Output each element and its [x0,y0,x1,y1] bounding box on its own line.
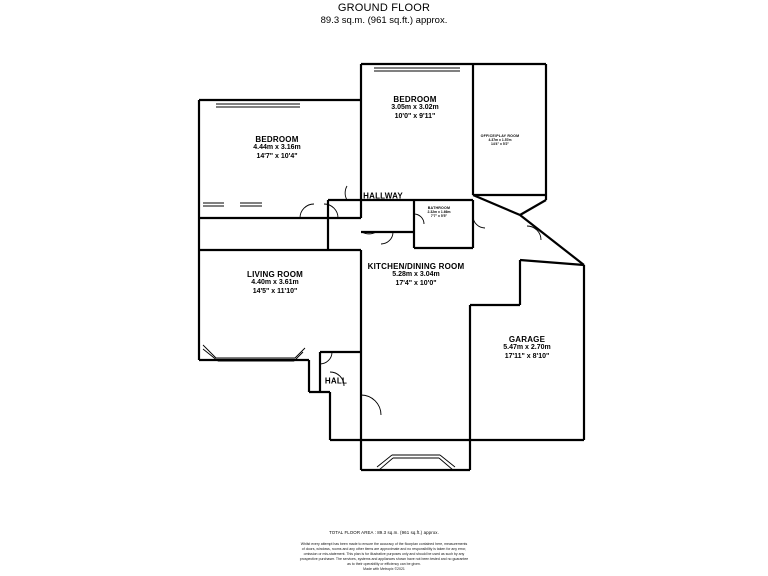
room-dimensions-imperial: 14'7" x 10'4" [256,152,298,160]
room-dimensions-metric: 2.32m x 1.66m [427,210,451,215]
disclaimer-line: as to their operability or efficiency can be given. [347,562,421,567]
room-label-hallway [0,191,767,200]
room-name: LIVING ROOM [247,270,303,280]
room-dimensions-metric: 5.28m x 3.04m [392,271,440,279]
disclaimer-line: Whilst every attempt has been made to ensure the accuracy of the floorplan contained here, measurements [300,542,468,546]
room-dimensions-metric: 4.44m x 3.16m [253,144,301,152]
room-label-office-play-room [116,134,768,146]
page-title: GROUND FLOOR [337,2,431,14]
room-dimensions-metric: 4.37m x 1.57m [488,138,512,143]
disclaimer-text [0,542,768,572]
page-subtitle: 89.3 sq.m. (961 sq.ft.) approx. [320,15,448,26]
room-label-bathroom [55,206,768,218]
room-dimensions-imperial: 17'4" x 10'0" [395,279,437,287]
room-name: BEDROOM [255,135,299,145]
room-name: OFFICE/PLAY ROOM [480,133,520,138]
room-name: BATHROOM [427,205,451,210]
room-dimensions-metric: 5.47m x 2.70m [503,344,551,352]
disclaimer-line: Made with Metropix ©2021 [363,567,405,572]
room-dimensions-imperial: 10'0" x 9'11" [394,112,436,120]
room-name: HALLWAY [363,191,403,201]
room-label-kitchen-dining-room [32,262,768,288]
plan-title-block [0,2,768,26]
room-name: KITCHEN/DINING ROOM [367,262,465,272]
disclaimer-line: prospective purchaser. The services, systems and appliances shown have not been tested and no guarantee [299,557,469,562]
room-dimensions-imperial: 17'11" x 8'10" [504,352,550,360]
disclaimer-line: omission or mis-statement. This plan is for illustrative purposes only and should be used as such by any [303,552,465,557]
disclaimer-line: of doors, windows, rooms and any other items are approximate and no responsibility is taken for any error, [301,547,467,552]
room-label-bedroom-front [31,95,768,121]
room-label-garage [143,335,768,361]
room-dimensions-metric: 3.05m x 3.02m [391,104,439,112]
room-dimensions-imperial: 14'5" x 11'10" [252,287,298,295]
room-dimensions-imperial: 14'4" x 5'2" [490,142,510,147]
room-label-hall [0,376,720,385]
room-name: HALL [324,376,348,386]
room-name: BEDROOM [393,95,437,105]
room-name: GARAGE [508,335,546,345]
total-floor-area-text: TOTAL FLOOR AREA : 89.3 sq.m. (961 sq.ft.) approx. [329,530,439,535]
room-dimensions-imperial: 7'7" x 5'5" [430,214,448,219]
room-dimensions-metric: 4.40m x 3.61m [251,279,299,287]
